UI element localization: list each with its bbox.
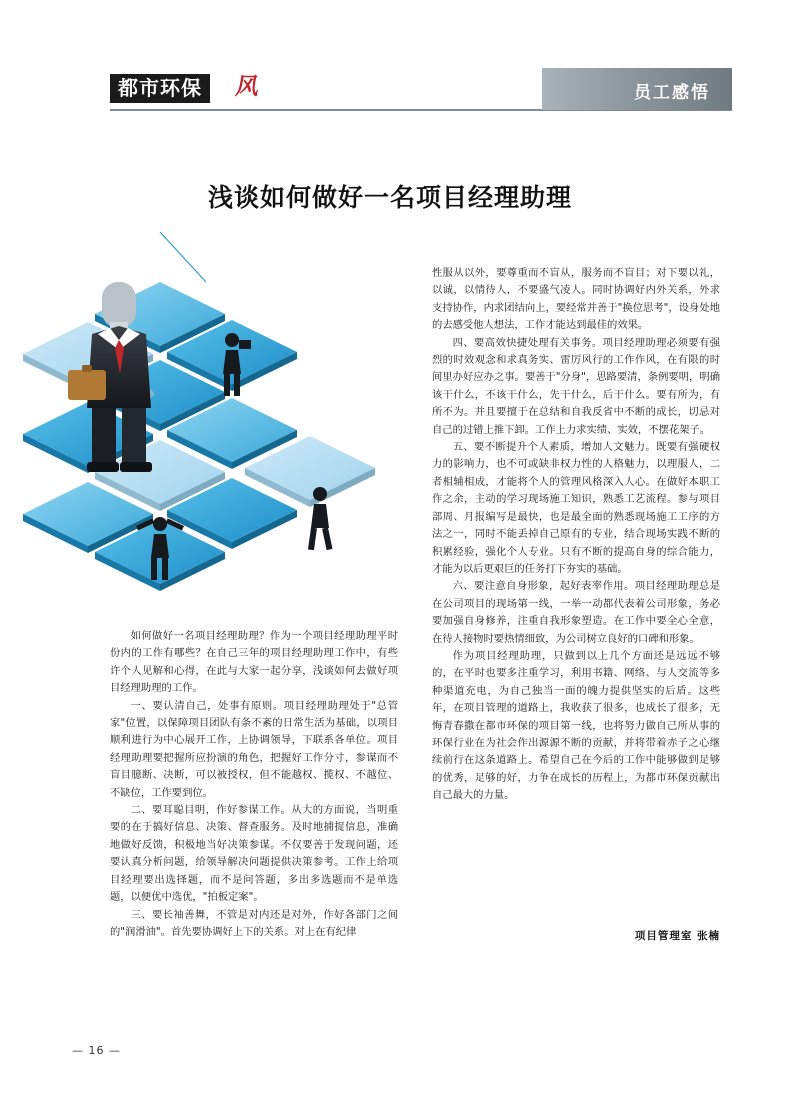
page-header (72, 68, 732, 112)
paragraph: 作为项目经理助理，只做到以上几个方面还是远远不够的，在平时也要多注重学习，利用书籍、网络、与人交流等多种渠道充电，为自己独当一面的魄力提供坚实的后盾。这些年，在项目管理的道路上，我收获了很多，也成长了很多，无悔青春撒在都市环保的项目第一线，也将努力做自己所从事的环保行业在为社会作出源源不断的贡献，并将带着赤子之心继续前行在这条道路上。希望自己在今后的工作中能够做到足够的优秀，足够的好，力争在成长的历程上，为都市环保贡献出自己最大的力量。 (432, 649, 720, 802)
paragraph: 四、要高效快捷处理有关事务。项目经理助理必须要有强烈的时效观念和求真务实、雷厉风行的工作作风，在有限的时间里办好应办之事。要善于"分身"，思路要清，条例要明，明确该干什么，不该干什么，先干什么，后干什么。要有所为，有所不为。并且要擅于在总结和自我反省中不断的成长，切忌对自己的过错上推下卸。工作上力求实绩、实效，不摆花架子。 (432, 336, 720, 436)
isometric-illustration (10, 222, 410, 622)
paragraph: 三、要长袖善舞，不管是对内还是对外，作好各部门之间的"润滑油"。首先要协调好上下的关系。对上在有纪律 (110, 908, 398, 938)
paragraph: 一、要认清自己，处事有原则。项目经理助理处于"总管家"位置，以保障项目团队有条不紊的日常生活为基础，以项目顺利进行为中心展开工作，上协调领导，下联系各单位。项目经理助理要把握所应扮演的角色，把握好工作分寸，参谋而不盲目臆断、决断，可以被授权，但不能越权、揽权、不越位、不缺位，工作要到位。 (110, 699, 398, 799)
paragraph: 二、要耳聪目明，作好参谋工作。从大的方面说，当明重要的在于搞好信息、决策、督查服务。及时地捕捉信息，准确地做好反馈，积极地当好决策参谋。不仅要善于发现问题，还要认真分析问题，给领导解决问题提供决策参考。工作上给项目经理要出选择题，而不是问答题，多出多选题而不是单选题，以便优中选优，"拍板定案"。 (110, 804, 398, 904)
section-tab (542, 68, 732, 110)
article-title: 浅谈如何做好一名项目经理助理 (207, 183, 572, 212)
pointer-line (160, 232, 206, 282)
author-signature: 项目管理室 张楠 (634, 930, 720, 942)
paragraph: 性服从以外，要尊重而不盲从，服务而不盲目；对下要以礼，以诚，以情待人，不要盛气凌人。同时协调好内外关系，外求支持协作，内求团结向上，要经常并善于"换位思考"，设身处地的去感受他人想法，工作才能达到最佳的效果。 (432, 267, 720, 332)
grid-tiles (23, 282, 375, 591)
paragraph: 如何做好一名项目经理助理？作为一个项目经理助理平时份内的工作有哪些？在自己三年的项目经理助理工作中，有些许个人见解和心得，在此与大家一起分享，浅谈如何去做好项目经理助理的工作。 (110, 630, 398, 695)
paragraph: 六、要注意自身形象，起好表率作用。项目经理助理总是在公司项目的现场第一线，一举一动都代表着公司形象，务必要加强自身修养，注重自我形象塑造。在工作中要全心全意，在待人接物时要热情细致，为公司树立良好的口碑和形象。 (432, 580, 720, 645)
publication-logo: 都市环保 (110, 74, 210, 103)
text-column-left (110, 628, 398, 941)
page-number: — 16 — (72, 1044, 121, 1057)
section-tab-label: 员工感悟 (634, 83, 710, 103)
paragraph: 五、要不断提升个人素质，增加人文魅力。既要有强硬权力的影响力，也不可或缺非权力性的人格魅力，以理服人，二者相辅相成，才能将个人的管理风格深入人心。在做好本职工作之余，主动的学习现场施工知识，熟悉工艺流程。参与项目部周、月报编写是最快，也是最全面的熟悉现场施工工序的方法之一，同时不能丢掉自己原有的专业，结合现场实践不断的积累经验，强化个人专业。只有不断的提高自身的综合能力，才能为以后更艰巨的任务打下夯实的基础。 (432, 441, 720, 575)
text-column-right (432, 265, 720, 805)
logo-wind-mark: 风 (233, 74, 262, 100)
